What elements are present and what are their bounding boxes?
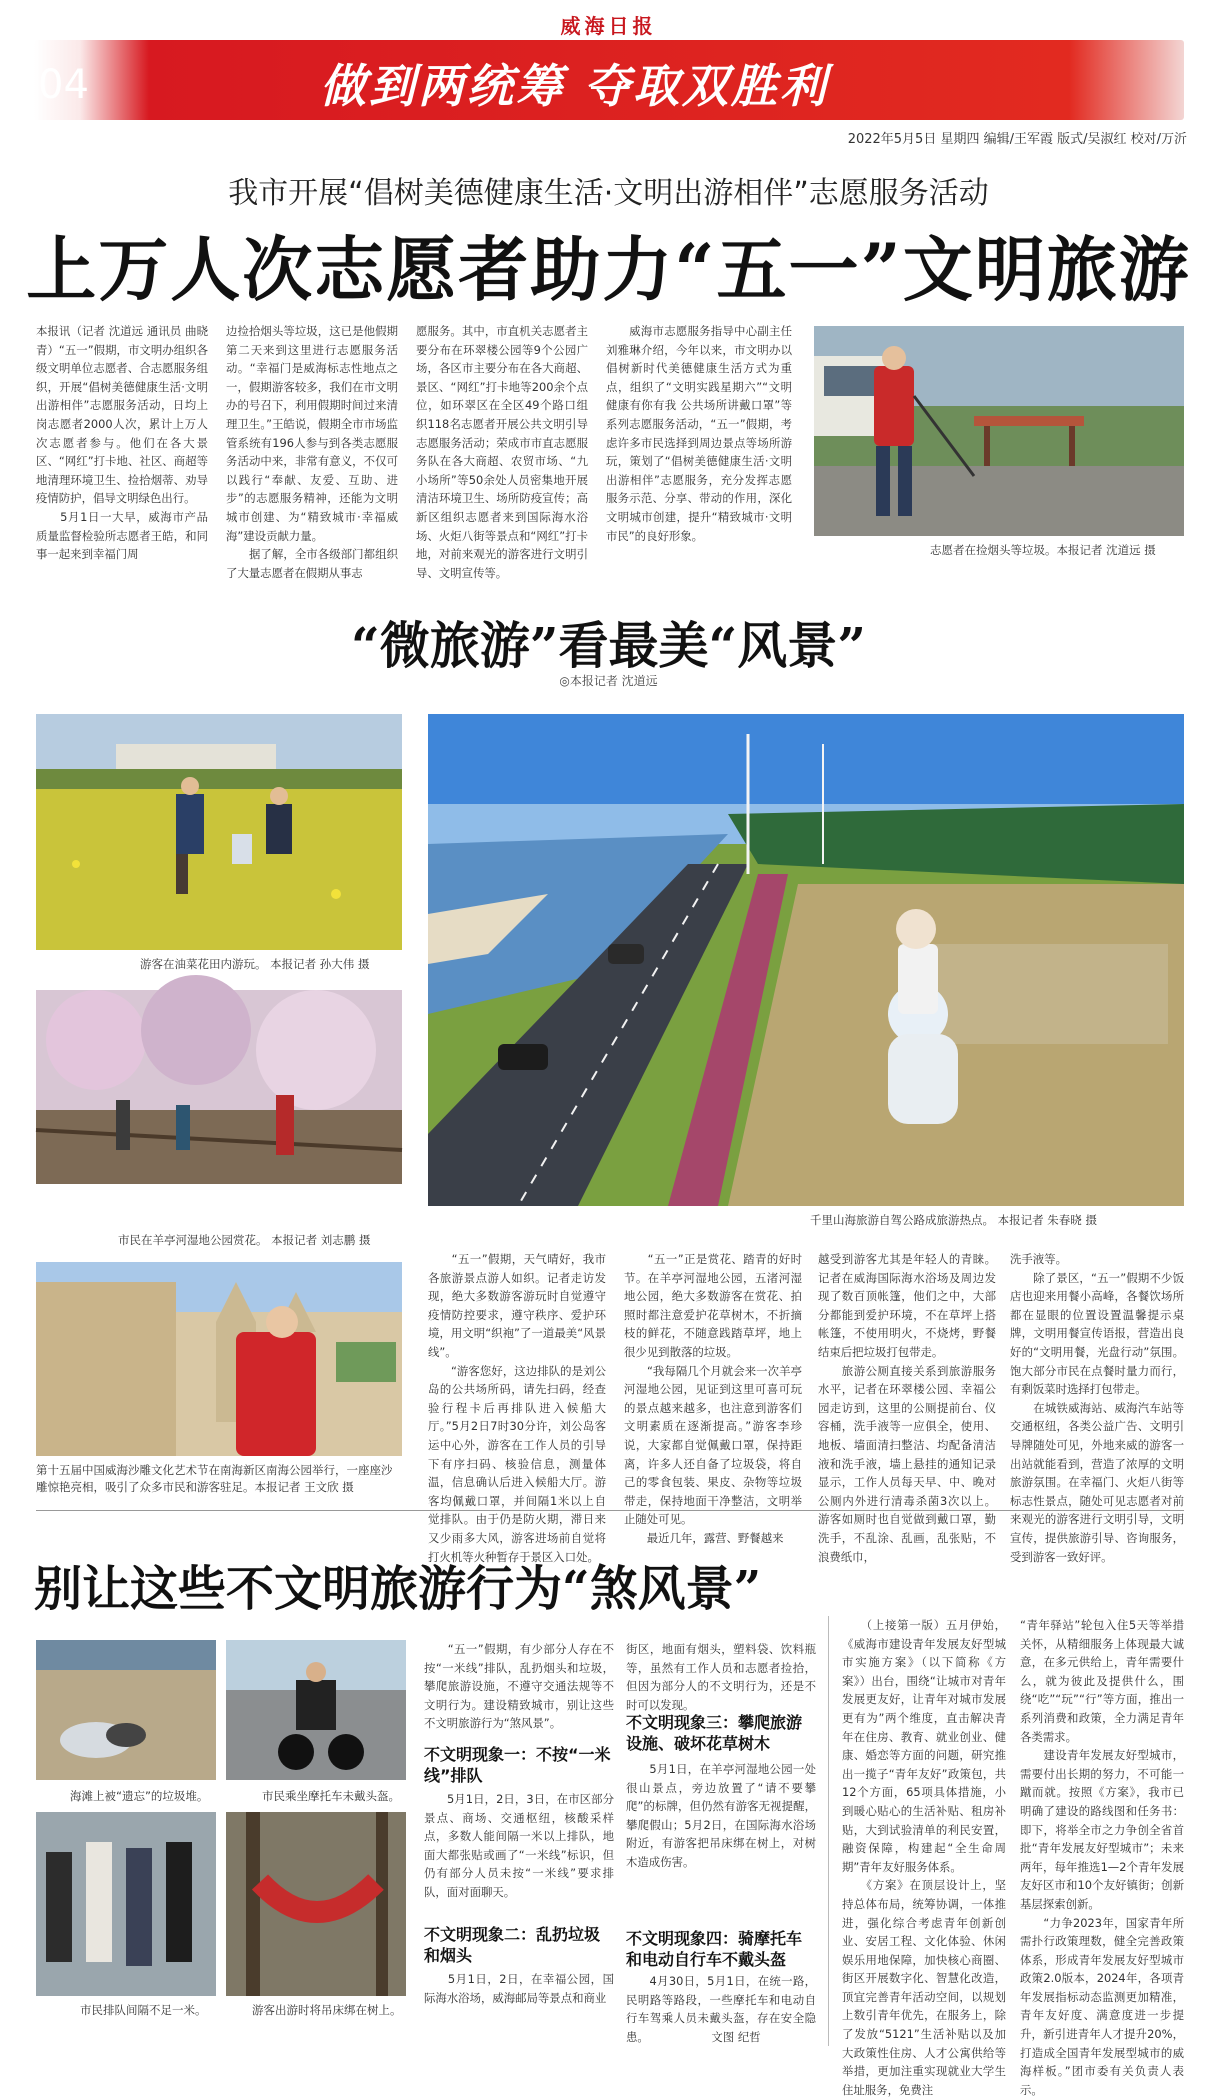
- sand-sculpture-caption: 第十五届中国威海沙雕文化艺术节在南海新区南海公园举行，一座座沙雕惊艳亮相，吸引了众多市民和游客驻足。本报记者 王文欣 摄: [36, 1463, 393, 1494]
- section-divider: [36, 1510, 1184, 1511]
- article3-sub2-text: 5月1日，2日，在幸福公园，国际海水浴场，威海邮局等景点和商业: [424, 1972, 614, 2005]
- coastal-road-photo: [428, 714, 1184, 1206]
- article3-intro: “五一”假期，有少部分人存在不按“一米线”排队，乱扔烟头和垃圾，攀爬旅游设施，不遵守交通法规等不文明行为。建设精致城市，别让这些不文明旅游行为“煞风景”。: [424, 1642, 614, 1731]
- youth-article-col1: （上接第一版）五月伊始，《威海市建设青年发展友好型城市实施方案》（以下简称《方案》）出台，围绕“让城市对青年发展更友好，让青年对城市发展更有为”两个维度，直击解决青年在住房、教育、就业创业、健康、婚恋等方面的问题，研究推出一揽子“青年友好”政策包，共12个方面，65项具体措施，小到暖心贴心的生活补贴、租房补贴，大到试验清单的利民安置，融资保障，构建起“全生命周期”青年友好服务体系。 《方案》在顶层设计上，坚持总体布局，统筹协调，一体推进，强化综合考虑青年创新创业、安居工程、文化体验、休闲娱乐用地保障，加快核心商圈、街区开展数字化、智慧化改造，顶宜完善青年活动空间，以规划上数引青年优先，在服务上，除了发放“5121”生活补贴以及加大政策性住房、人才公寓供给等举措，更加注重实现就业大学生住址服务，免费注: [842, 1618, 1006, 2097]
- article2-col2: “五一”正是赏花、踏青的好时节。在羊亭河湿地公园，五渚河湿地公园，绝大多数游客在赏花、拍照时都注意爱护花草树木，不折摘枝的鲜花，不随意践踏草坪，地上很少见到散落的垃圾。 “我每隔几个月就会来一次羊亭河湿地公园，见证到这里可喜可玩的景点越来越多，也注意到游客们文明素质在逐渐提高。”游客李珍说，大家都自觉佩戴口罩，保持距离，许多人还自备了垃圾袋，将自己的零食包装、果皮、杂物等垃圾带走，保持地面干净整洁，文明举止随处可见。 最近几年，露营、野餐越来: [624, 1252, 802, 1545]
- volunteer-photo-caption: 志愿者在捡烟头等垃圾。本报记者 沈道远 摄: [930, 543, 1156, 557]
- article3-sub2: 不文明现象二：乱扔垃圾和烟头: [424, 1925, 601, 1965]
- article3-sub1: 不文明现象一：不按“一米线”排队: [424, 1745, 611, 1785]
- article3-sub1-text: 5月1日，2日，3日，在市区部分景点、商场、交通枢纽，核酸采样点，多数人能间隔一米以上排队，地面大都张贴或画了“一米线”标识，但仍有部分人员未按“一米线”要求排队，面对面聊天。: [424, 1792, 614, 1899]
- article3-colB1: 街区，地面有烟头，塑料袋、饮料瓶等，虽然有工作人员和志愿者捡拾，但因为部分人的不文明行为，还是不时可以发现。: [626, 1642, 816, 1712]
- article1-col1: 本报讯（记者 沈道远 通讯员 曲晓青）“五一”假期，市文明办组织各级文明单位志愿者、合志愿服务组织，开展“倡树美德健康生活·文明出游相伴”志愿服务活动，日均上岗志愿者2000人次，累计上万人次志愿者参与。他们在各大景区、“网红”打卡地、社区、商超等地清理环境卫生、捡拾烟蒂、劝导疫情防护，倡导文明绿色出行。 5月1日一大早，威海市产品质量监督检验所志愿者王皓，和同事一起来到幸福门周: [36, 324, 208, 562]
- article2-col3: 越受到游客尤其是年轻人的青睐。记者在威海国际海水浴场及周边发现了数百顶帐篷，他们之中，大部分都能到爱护环境，不在草坪上搭帐篷，不使用明火，不烧烤，野餐结束后把垃圾打包带走。 旅游公厕直接关系到旅游服务水平，记者在环翠楼公园、幸福公园走访到，这里的公厕提前台、仪容桶，洗手液等一应俱全，使用、地板、墙面清扫整洁、均配备清洁液和洗手液，墙上悬挂的通知记录显示，工作人员每天早、中、晚对公厕内外进行清毒杀菌3次以上。游客如厕时也自觉做到戴口罩，勤洗手，不乱涂、乱画，乱张贴，不浪费纸巾，: [818, 1252, 996, 1564]
- beach-trash-photo: [36, 1640, 216, 1780]
- queue-caption: 市民排队间隔不足一米。: [80, 2003, 207, 2017]
- article3-sub3-text: 5月1日，在羊亭河湿地公园一处很山景点，旁边放置了“请不要攀爬”的标牌，但仍然有游客无视提醒，攀爬假山；5月2日，在国际海水浴场附近，有游客把吊床绑在树上，对树木造成伤害。: [626, 1762, 816, 1869]
- article3-sub3: 不文明现象三：攀爬旅游设施、破坏花草树木: [626, 1713, 803, 1753]
- article3-sub4-text: 4月30日，5月1日，在统一路，民明路等路段，一些摩托车和电动自行车驾乘人员未戴头盔，存在安全隐患。 文图 纪哲: [626, 1974, 816, 2044]
- banner-title: 做到两统筹 夺取双胜利: [320, 59, 830, 113]
- hammock-photo: [226, 1812, 406, 1996]
- wetland-park-photo: [36, 990, 402, 1184]
- article1-subhead: 我市开展“倡树美德健康生活·文明出游相伴”志愿服务活动: [228, 176, 989, 211]
- rapeseed-field-photo: [36, 714, 402, 950]
- youth-article-col2: “青年驿站”轮包入住5天等举措关怀，从精细服务上体现最大诚意，在多元供给上，青年需要什么，就为彼此及提供什么，围绕“吃”“玩”“行”等方面，推出一系列消费和政策，全力满足青年各类需求。 建设青年发展友好型城市，需要付出长期的努力，不可能一蹴而就。按照《方案》，我市已明确了建设的路线图和任务书：即下，将举全市之力争创全省首批“青年发展友好型城市”；未来两年，每年推选1—2个青年发展友好区市和10个友好镇街；创新基层探索创新。 “力争2023年，国家青年所需扑行政策理数，健全完善政策体系，形成青年发展友好型城市政策2.0版本，2024年，各项青年发展指标动态监测更加精准，青年友好度、满意度进一步提升，新引进青年人才提升20%，打造成全国青年发展型城市的威海样板。”团市委有关负责人表示。: [1020, 1618, 1184, 2097]
- article2-col1: “五一”假期，天气晴好，我市各旅游景点游人如织。记者走访发现，绝大多数游客游玩时自觉遵守疫情防控要求，遵守秩序、爱护环境，用文明“织袍”了一道最美“风景线”。 “游客您好，这边排队的是刘公岛的公共场所码，请先扫码，经查验行程卡后再排队进入候船大厅。”5月2日7时30分许，刘公岛客运中心外，游客在工作人员的引导下有序扫码、核验信息，测量体温，信息确认后进入候船大厅。游客均佩戴口罩，并间隔1米以上自觉排队。由于仍是防火期，滞日来又少雨多大风，游客进场前自觉将打火机等火种暂存于景区入口处。: [428, 1252, 606, 1564]
- article1-headline: 上万人次志愿者助力“五一”文明旅游: [26, 228, 1191, 311]
- article2-col4: 洗手液等。 除了景区，“五一”假期不少饭店也迎来用餐小高峰，各餐饮场所都在显眼的位置设置温馨提示桌牌，文明用餐宣传语报，营造出良好的“文明用餐，光盘行动”氛围。饱大部分市民在点餐时量力而行，有剩饭菜时选择打包带走。 在城铁威海站、威海汽车站等交通枢纽，各类公益广告、文明引导牌随处可见，外地来威的游客一出站就能看到，营造了浓厚的文明旅游氛围。在幸福门、火炬八街等标志性景点，随处可见志愿者对前来观光的游客进行文明引导，文明宣传，提供旅游引导、咨询服务，受到游客一致好评。: [1010, 1252, 1184, 1564]
- motorcycle-caption: 市民乘坐摩托车未戴头盔。: [262, 1789, 400, 1803]
- article1-col3: 愿服务。其中，市直机关志愿者主要分布在环翠楼公园等9个公园广场，各区市主要分布在各大商超、景区、“网红”打卡地等200余个点位，如环翠区在全区49个路口组织118名志愿者开展公共文明引导志愿服务活动；荣成市市直志愿服务队在各大商超、农贸市场、“九小场所”等50余处人员密集地开展清洁环境卫生、场所防疫宣传；高新区组织志愿者来到国际海水浴场、火炬八街等景点和“网红”打卡地，对前来观光的游客进行文明引导、文明宣传等。: [416, 324, 588, 580]
- article1-col4: 威海市志愿服务指导中心副主任刘雅琳介绍，今年以来，市文明办以倡树新时代美德健康生活方式为重点，组织了“文明实践星期六”“文明健康有你有我 公共场所讲戴口罩”等系列志愿服务活动，“五一”假期，考虑许多市民选择到周边景点等场所游玩，策划了“倡树美德健康生活·文明出游相伴”志愿服务，充分发挥志愿服务示范、分享、带动的作用，深化文明城市创建，提升“精致城市·文明市民”的良好形象。: [606, 324, 792, 543]
- hammock-caption: 游客出游时将吊床绑在树上。: [252, 2003, 402, 2017]
- newspaper-masthead: 威海日报: [560, 14, 657, 38]
- beach-trash-caption: 海滩上被“遗忘”的垃圾堆。: [70, 1789, 209, 1803]
- column-divider: [828, 1616, 829, 2046]
- motorcycle-photo: [226, 1640, 406, 1780]
- article3-headline: 别让这些不文明旅游行为“煞风景”: [34, 1561, 762, 1617]
- article2-byline: ◎本报记者 沈道远: [559, 674, 658, 688]
- dateline: 2022年5月5日 星期四 编辑/王军霞 版式/吴淑红 校对/万沂: [847, 132, 1187, 147]
- wetland-caption: 市民在羊亭河湿地公园赏花。 本报记者 刘志鹏 摄: [118, 1233, 371, 1247]
- page-number: 04: [38, 62, 89, 108]
- queue-photo: [36, 1812, 216, 1996]
- article1-col2: 边捡拾烟头等垃圾，这已是他假期第二天来到这里进行志愿服务活动。“幸福门是威海标志性地点之一，假期游客较多，我们在市文明办的号召下，利用假期时间过来清理卫生。”王皓说，假期全市市场监管系统有196人参与到各类志愿服务活动中来，非常有意义，不仅可以践行“奉献、友爱、互助、进步”的志愿服务精神，还能为文明城市创建、为“精致城市·幸福威海”建设贡献力量。 据了解，全市各级部门都组织了大量志愿者在假期从事志: [226, 324, 398, 580]
- article2-headline: “微旅游”看最美“风景”: [350, 616, 867, 675]
- rapeseed-caption: 游客在油菜花田内游玩。 本报记者 孙大伟 摄: [140, 957, 370, 971]
- volunteer-photo: [814, 326, 1184, 536]
- article3-sub4: 不文明现象四：骑摩托车和电动自行车不戴头盔: [626, 1929, 803, 1969]
- coastal-road-caption: 千里山海旅游自驾公路成旅游热点。 本报记者 朱春晓 摄: [810, 1213, 1097, 1227]
- sand-sculpture-photo: [36, 1262, 402, 1456]
